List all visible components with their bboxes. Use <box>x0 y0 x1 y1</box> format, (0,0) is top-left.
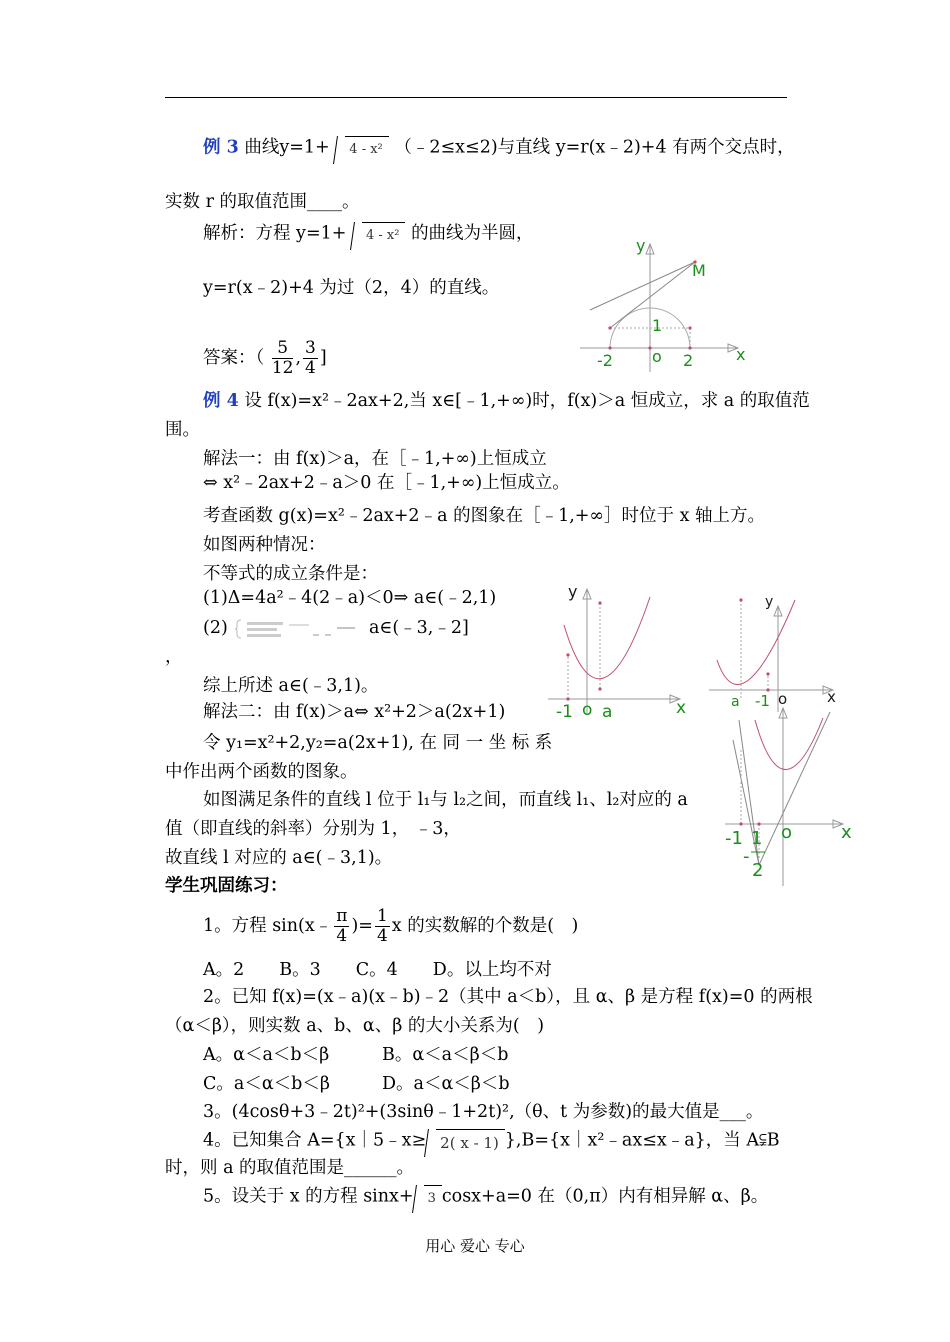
svg-text:1: 1 <box>652 316 663 335</box>
header-rule <box>165 97 787 98</box>
question-4: 4。已知集合 A={x｜5﹣x≥ 2( x - 1) },B={x｜x²﹣ax≤x﹣a}，当 A⫋B <box>203 1127 780 1155</box>
practice-heading: 学生巩固练习： <box>165 876 288 896</box>
ex3-solution-line1: 解析：方程 y=1+ 4 - x² 的曲线为半圆， <box>203 220 534 248</box>
ex3-answer: 答案：（ $\frac{5}{12}$ , $\frac{3}{4}$ ] <box>203 338 327 378</box>
svg-text:-2: -2 <box>597 351 613 370</box>
question-5: 5。设关于 x 的方程 sinx+ 3 cosx+a=0 在（0,π）内有相异解 α、β。 <box>203 1183 768 1211</box>
svg-text:a: a <box>731 694 740 710</box>
document-page: 例 3 曲线y=1+ 4 - x² （﹣2≤x≤2)与直线 y=r(x﹣2)+4 有两个交点时， 实数 r 的取值范围____。 解析：方程 y=1+ 4 - x² 的曲线为半圆， y=r(x﹣2)+4 为过（2，4）的直线。 答案：（ $\frac{5}{12}$ , $\frac{3}{4}$ ] y x M 1 -2 o 2 例 4 设 f(x)=x²﹣2ax+2,当 x∈[﹣1,+∞)时，f(x)＞a 恒成立，求 a 的取值范 围。 解法一：由 f(x)＞a，在［﹣1,+∞)上恒成立 ⇔ x²﹣2ax+2﹣a＞0 在［﹣1,+∞)上恒成立。 考查函数 g(x)=x²﹣2ax+2﹣a 的图象在［﹣1,+∞］时位于 x 轴上方。 如图两种情况： 不等式的成立条件是： (1)Δ=4a²﹣4(2﹣a)＜0⇒ a∈(﹣2,1) (2) a∈(﹣3,﹣2] ， 综上所述 a∈(﹣3,1)。 解法二：由 f(x)＞a⇔ x²+2＞a(2x+1) 令 y₁=x²+2,y₂=a(2x+1), 在 同 一 坐 标 系 中作出两个函数的图象。 如图满足条件的直线 l 位于 l₁与 l₂之间，而直线 l₁、l₂对应的 a 值（即直线的斜率）分别为 1， ﹣3， 故直线 l 对应的 a∈(﹣3,1)。 y x -1 o a y x a -1 o -1 1 - 2 o x 学生巩固练习： 1。方程 sin(x﹣ $\frac{\pi}{4}$ )= $\frac{1}{4}$ x 的实数解的个数是( ) A。2 B。3 C。4 D。以上均不对 2。已知 f(x)=(x﹣a)(x﹣b)﹣2（其中 a＜b），且 α、β 是方程 f(x)=0 的两根 （α＜β），则实数 a、b、α、β 的大小关系为( ) A。α＜a＜b＜β B。α＜a＜β＜b C。a＜α＜b＜β D。a＜α＜β＜b 3。(4cosθ+3﹣2t)²+(3sinθ﹣1+2t)²,（θ、t 为参数)的最大值是___。 4。已知集合 A={x｜5﹣x≥ 2( x - 1) },B={x｜x²﹣ax≤x﹣a}，当 A⫋B 时，则 a 的取值范围是______。 5。设关于 x 的方程 sinx+ 3 cosx+a=0 在（0,π）内有相异解 α、β。 用心 爱心 专心 <box>0 0 950 1342</box>
q2-option-c: C。a＜α＜b＜β <box>203 1074 330 1094</box>
ex3-label: 例 3 <box>203 137 239 158</box>
question-3: 3。(4cosθ+3﹣2t)²+(3sinθ﹣1+2t)²,（θ、t 为参数)的最大值是___。 <box>203 1102 764 1122</box>
page-footer: 用心 爱心 专心 <box>425 1237 525 1255</box>
svg-text:2: 2 <box>683 351 694 370</box>
parabola-graph-case2 <box>705 590 845 715</box>
parabola-graph-case1 <box>540 575 700 720</box>
svg-text:o: o <box>652 347 662 366</box>
answer-fraction-2: $\frac{3}{4}$ <box>305 338 316 378</box>
svg-text:a: a <box>602 702 613 720</box>
q2-option-d: D。a＜α＜β＜b <box>382 1074 510 1094</box>
ex3-sqrt: 4 - x² <box>335 134 388 162</box>
svg-text:y: y <box>568 582 578 601</box>
ex3-line1: 例 3 曲线y=1+ 4 - x² （﹣2≤x≤2)与直线 y=r(x﹣2)+4 有两个交点时， <box>203 134 795 162</box>
question-1: 1。方程 sin(x﹣ $\frac{\pi}{4}$ )= $\frac{1}{4}$ x 的实数解的个数是( ) <box>203 906 579 946</box>
ex3-solution-line2: y=r(x﹣2)+4 为过（2，4）的直线。 <box>203 278 500 298</box>
svg-text:o: o <box>582 700 593 720</box>
ex3-line2: 实数 r 的取值范围____。 <box>165 192 360 212</box>
axis-x-label: x <box>736 345 746 364</box>
ex4-case2: (2) a∈(﹣3,﹣2] <box>203 618 469 638</box>
semicircle-graph <box>570 232 760 377</box>
axis-y-label: y <box>636 236 646 255</box>
svg-text:2: 2 <box>752 860 764 881</box>
svg-text:o: o <box>778 690 788 708</box>
svg-text:-1: -1 <box>556 702 573 720</box>
system-brace-icon <box>233 618 363 640</box>
svg-text:x: x <box>841 822 852 843</box>
svg-text:o: o <box>781 822 793 843</box>
q2-option-a: A。α＜a＜b＜β <box>203 1045 330 1065</box>
svg-text:y: y <box>765 594 774 610</box>
svg-text:-: - <box>743 846 750 867</box>
svg-text:1: 1 <box>751 828 763 849</box>
svg-text:x: x <box>827 688 836 706</box>
q2-option-b: B。α＜a＜β＜b <box>382 1045 509 1065</box>
svg-text:-1: -1 <box>725 828 743 849</box>
question-2: 2。已知 f(x)=(x﹣a)(x﹣b)﹣2（其中 a＜b），且 α、β 是方程 f(x)=0 的两根 <box>203 987 813 1007</box>
tangent-lines-graph <box>715 700 865 890</box>
answer-fraction-1: $\frac{5}{12}$ <box>271 338 294 378</box>
point-m-label: M <box>692 261 706 280</box>
ex4-line1: 例 4 设 f(x)=x²﹣2ax+2,当 x∈[﹣1,+∞)时，f(x)＞a 恒成立，求 a 的取值范 <box>203 391 810 411</box>
svg-text:x: x <box>676 698 687 718</box>
svg-text:-1: -1 <box>755 692 770 710</box>
ex4-label: 例 4 <box>203 391 239 411</box>
question-1-options: A。2 B。3 C。4 D。以上均不对 <box>203 960 552 980</box>
